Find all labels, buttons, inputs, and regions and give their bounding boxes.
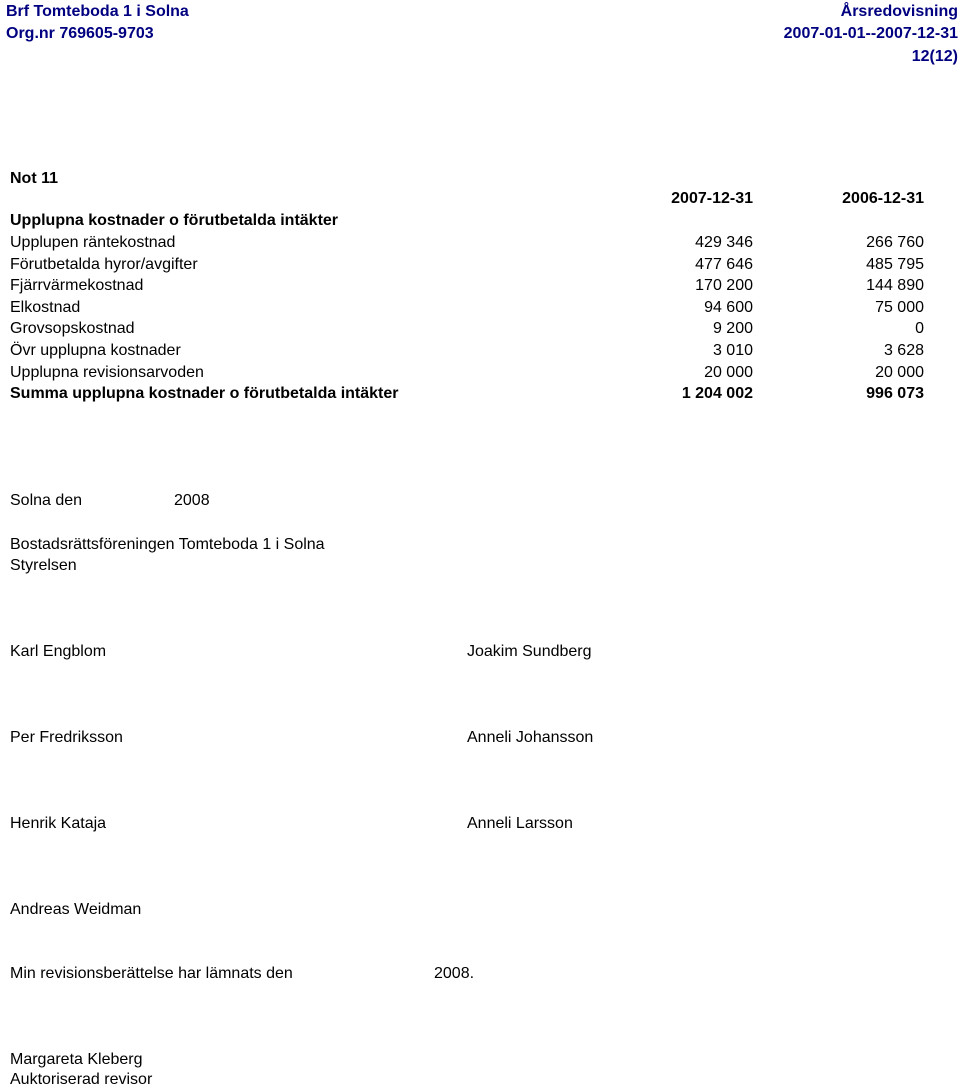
row-label: Övr upplupna kostnader — [10, 342, 181, 359]
org-number: Org.nr 769605-9703 — [6, 25, 154, 42]
note-title: Not 11 — [10, 170, 59, 187]
row-value-2007: 3 010 — [712, 342, 753, 359]
row-value-2006: 144 890 — [866, 277, 924, 294]
row-value-2007: 9 200 — [712, 320, 753, 337]
column-header-2007: 2007-12-31 — [671, 190, 753, 207]
row-value-2006: 20 000 — [875, 364, 924, 381]
row-value-2007: 477 646 — [695, 256, 753, 273]
place-label: Solna den — [10, 492, 83, 509]
auditor-title: Auktoriserad revisor — [10, 1071, 153, 1088]
row-label: Fjärrvärmekostnad — [10, 277, 144, 294]
audit-statement: Min revisionsberättelse har lämnats den — [10, 965, 293, 982]
signatory-left-1: Karl Engblom — [10, 643, 107, 660]
row-value-2007: 20 000 — [704, 364, 753, 381]
audit-year: 2008. — [434, 965, 475, 982]
row-value-2007: 429 346 — [695, 234, 753, 251]
signing-year: 2008 — [174, 492, 210, 509]
column-header-2006: 2006-12-31 — [842, 190, 924, 207]
fiscal-period: 2007-01-01--2007-12-31 — [783, 25, 958, 42]
auditor-name: Margareta Kleberg — [10, 1051, 143, 1068]
row-label: Upplupen räntekostnad — [10, 234, 176, 251]
org-name: Brf Tomteboda 1 i Solna — [6, 3, 189, 20]
section-title: Upplupna kostnader o förutbetalda intäkter — [10, 212, 339, 229]
signatory-left-3: Henrik Kataja — [10, 815, 107, 832]
row-label: Upplupna revisionsarvoden — [10, 364, 204, 381]
row-label: Förutbetalda hyror/avgifter — [10, 256, 198, 273]
row-value-2007: 94 600 — [704, 299, 753, 316]
association-name: Bostadsrättsföreningen Tomteboda 1 i Solna — [10, 536, 325, 553]
row-label: Grovsopskostnad — [10, 320, 135, 337]
total-value-2006: 996 073 — [866, 385, 924, 402]
row-value-2006: 75 000 — [875, 299, 924, 316]
row-label: Elkostnad — [10, 299, 81, 316]
row-value-2006: 485 795 — [866, 256, 924, 273]
row-value-2006: 0 — [915, 320, 924, 337]
page-number: 12(12) — [911, 48, 958, 65]
signatory-right-2: Anneli Johansson — [467, 729, 594, 746]
signatory-right-3: Anneli Larsson — [467, 815, 573, 832]
signatory-right-1: Joakim Sundberg — [467, 643, 592, 660]
total-value-2007: 1 204 002 — [681, 385, 753, 402]
board-label: Styrelsen — [10, 557, 77, 574]
document-title: Årsredovisning — [840, 3, 958, 20]
row-value-2006: 3 628 — [883, 342, 924, 359]
signatory-left-4: Andreas Weidman — [10, 901, 142, 918]
signatory-left-2: Per Fredriksson — [10, 729, 123, 746]
total-label: Summa upplupna kostnader o förutbetalda intäkter — [10, 385, 399, 402]
row-value-2007: 170 200 — [695, 277, 753, 294]
row-value-2006: 266 760 — [866, 234, 924, 251]
